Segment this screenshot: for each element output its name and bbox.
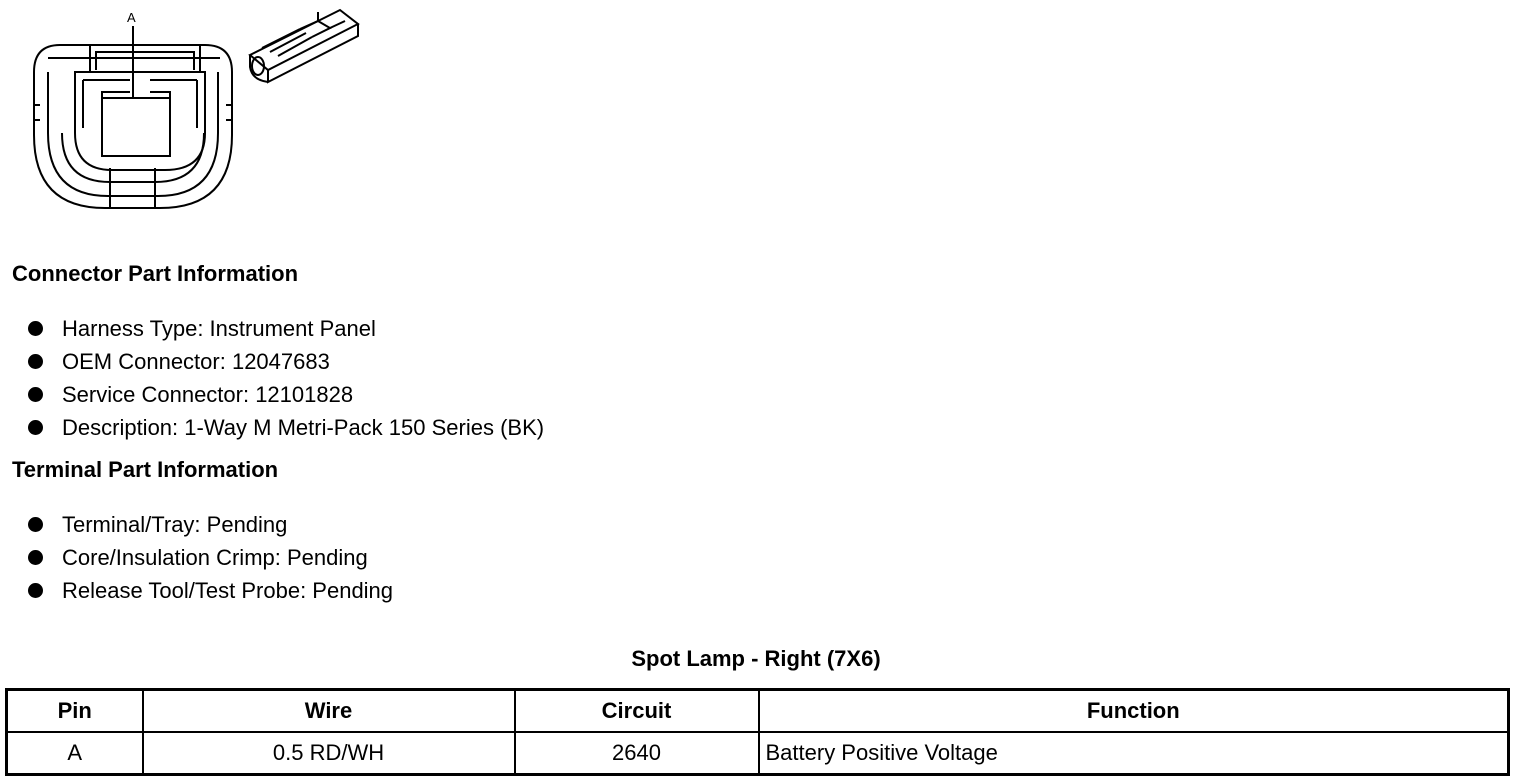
bullet-icon bbox=[28, 517, 43, 532]
terminal-part-heading: Terminal Part Information bbox=[12, 457, 279, 482]
column-header-circuit: Circuit bbox=[515, 690, 759, 733]
bullet-icon bbox=[28, 387, 43, 402]
table-title: Spot Lamp - Right (7X6) bbox=[631, 646, 881, 671]
list-item: Harness Type: Instrument Panel bbox=[28, 312, 544, 345]
list-item: OEM Connector: 12047683 bbox=[28, 345, 544, 378]
list-item: Release Tool/Test Probe: Pending bbox=[28, 574, 393, 607]
table-header-row bbox=[7, 690, 1509, 733]
table-row bbox=[7, 732, 1509, 775]
cell-wire: 0.5 RD/WH bbox=[143, 732, 515, 775]
bullet-icon bbox=[28, 420, 43, 435]
cell-pin: A bbox=[7, 732, 143, 775]
terminal-label: A bbox=[127, 10, 136, 25]
bullet-icon bbox=[28, 354, 43, 369]
terminal-drawing bbox=[250, 10, 358, 82]
connector-drawing bbox=[0, 0, 380, 225]
list-item: Service Connector: 12101828 bbox=[28, 378, 544, 411]
list-item: Core/Insulation Crimp: Pending bbox=[28, 541, 393, 574]
cell-function: Battery Positive Voltage bbox=[759, 732, 1509, 775]
column-header-wire: Wire bbox=[143, 690, 515, 733]
cell-circuit: 2640 bbox=[515, 732, 759, 775]
list-item: Terminal/Tray: Pending bbox=[28, 508, 393, 541]
column-header-function: Function bbox=[759, 690, 1509, 733]
connector-part-list bbox=[28, 312, 544, 444]
list-item: Description: 1-Way M Metri-Pack 150 Series (BK) bbox=[28, 411, 544, 444]
pinout-table bbox=[5, 688, 1510, 776]
bullet-icon bbox=[28, 321, 43, 336]
bullet-icon bbox=[28, 583, 43, 598]
bullet-icon bbox=[28, 550, 43, 565]
column-header-pin: Pin bbox=[7, 690, 143, 733]
connector-diagram bbox=[0, 0, 380, 225]
terminal-part-list bbox=[28, 508, 393, 607]
connector-part-heading: Connector Part Information bbox=[12, 261, 299, 286]
